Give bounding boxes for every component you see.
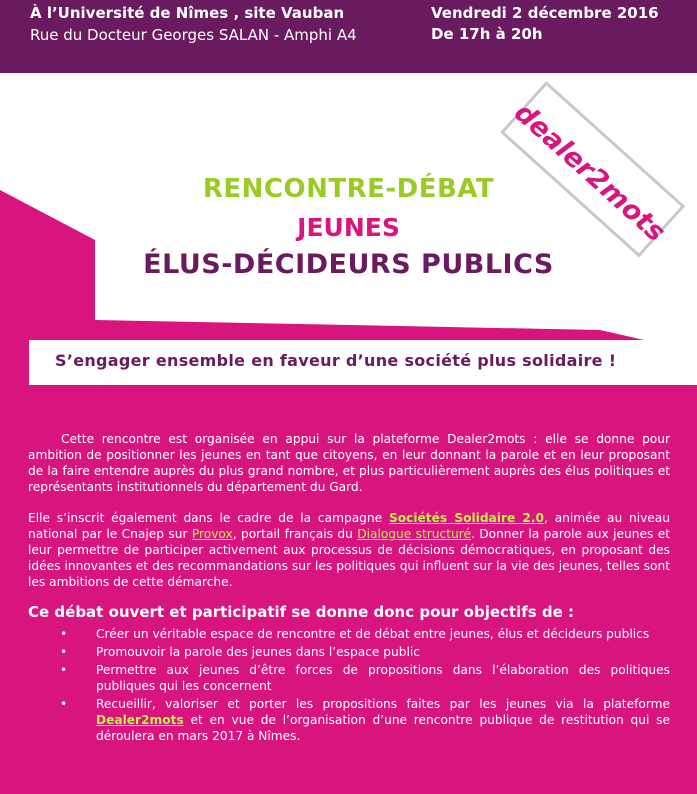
tagline-box <box>29 340 697 385</box>
objectives-list <box>28 626 670 746</box>
venue-text: À l’Université de Nîmes , site Vauban <box>30 4 345 22</box>
list-item <box>28 662 670 694</box>
list-item <box>28 626 670 642</box>
title-line-2: JEUNES <box>297 213 400 242</box>
list-item <box>28 644 670 660</box>
tagline-text: S’engager ensemble en faveur d’une société plus solidaire ! <box>55 351 617 370</box>
title-line-1: RENCONTRE-DÉBAT <box>202 174 495 204</box>
logo-text: dealer2mots <box>508 97 672 249</box>
time-text: De 17h à 20h <box>431 25 543 43</box>
paragraph-1: Cette rencontre est organisée en appui sur la plateforme Dealer2mots : elle se donne pour ambition de positionner les jeunes en tant que citoyens, en leur donnant la parole et en leur proposant de la faire entendre auprès du plus grand nombre, et plus particulièrement auprès des élus politiques et représentants institutionnels du département du Gard. <box>28 432 670 494</box>
body-text <box>28 431 670 590</box>
title-line-3: ÉLUS-DÉCIDEURS PUBLICS <box>143 249 554 280</box>
list-item-text: et en vue de l’organisation d’une rencontre publique de restitution qui se déroulera en mars 2017 à Nîmes. <box>96 713 670 743</box>
address-text: Rue du Docteur Georges SALAN - Amphi A4 <box>30 26 357 44</box>
event-header-bar <box>0 0 697 73</box>
paragraph-2-text: . Donner la parole aux jeunes et leur permettre de participer activement aux processus de décisions démocratiques, en proposant des idées innovantes et des recommandations sur les politiques qui influent sur la vie des jeunes, telles sont les ambitions de cette démarche. <box>28 527 670 589</box>
paragraph-2-text: Elle s’inscrit également dans le cadre de la campagne <box>28 511 389 525</box>
bullet-icon: • <box>60 645 68 659</box>
link-dialogue-structure[interactable]: Dialogue structuré <box>357 527 471 541</box>
list-item-text: Recueillir, valoriser et porter les propositions faites par les jeunes via la plateforme <box>96 697 670 711</box>
objectives-heading: Ce débat ouvert et participatif se donne donc pour objectifs de : <box>28 603 575 621</box>
list-item-text: Promouvoir la parole des jeunes dans l’espace public <box>96 645 420 659</box>
bullet-icon: • <box>60 697 68 711</box>
paragraph-2-text: , portail français du <box>232 527 358 541</box>
link-provox[interactable]: Provox <box>191 527 233 541</box>
link-societes-solidaire[interactable]: Sociétés Solidaire 2.0 <box>388 511 545 525</box>
list-item-text: Créer un véritable espace de rencontre et de débat entre jeunes, élus et décideurs publics <box>96 627 650 641</box>
bullet-icon: • <box>60 627 68 641</box>
list-item-text: Permettre aux jeunes d’être forces de propositions dans l’élaboration des politiques publiques qui les concernent <box>96 663 670 693</box>
paragraph-2 <box>28 510 670 590</box>
date-text: Vendredi 2 décembre 2016 <box>431 4 659 22</box>
paragraph-2-text: , animée au niveau national par le Cnajep sur <box>28 511 670 541</box>
link-dealer2mots[interactable]: Dealer2mots <box>96 713 184 727</box>
list-item <box>28 696 670 744</box>
bullet-icon: • <box>60 663 68 677</box>
